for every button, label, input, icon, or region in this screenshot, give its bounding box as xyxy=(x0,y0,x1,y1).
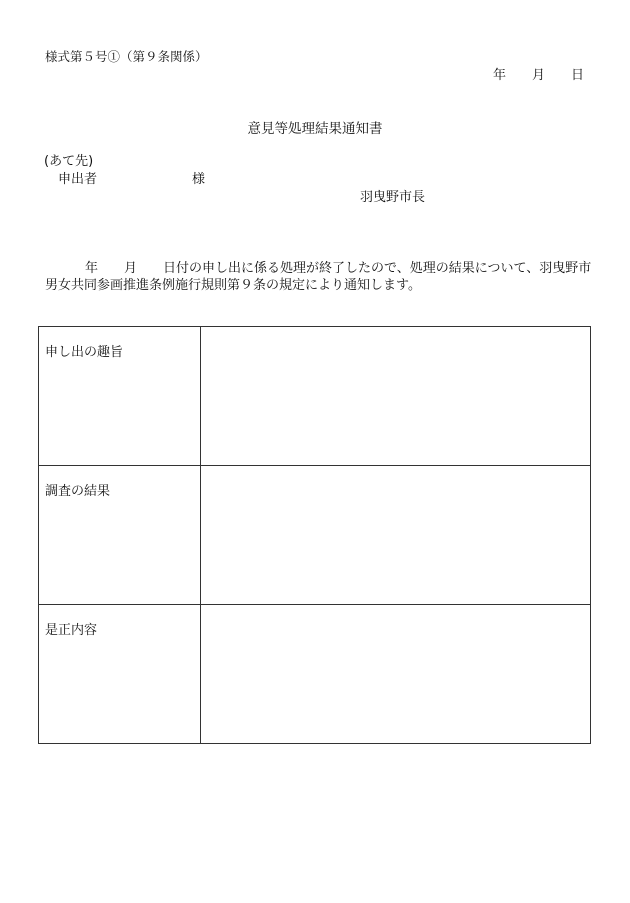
row-value-purpose xyxy=(201,327,591,466)
row-value-correction xyxy=(201,605,591,744)
table-row xyxy=(39,327,591,466)
row-label-correction: 是正内容 xyxy=(39,605,201,744)
row-label-purpose: 申し出の趣旨 xyxy=(39,327,201,466)
document-title: 意見等処理結果通知書 xyxy=(247,121,383,137)
body-year: 年 xyxy=(85,261,99,276)
body-text: 日付の申し出に係る処理が終了したので、処理の結果について、羽曳野市男女共同参画推進条例施行規則第９条の規定により通知します。 xyxy=(45,261,592,293)
notice-body xyxy=(45,260,597,294)
applicant-honorific: 様 xyxy=(192,172,206,187)
table-row xyxy=(39,466,591,605)
result-table xyxy=(38,326,591,744)
form-number: 様式第５号①（第９条関係） xyxy=(45,49,208,64)
issue-date xyxy=(493,68,584,84)
date-year: 年 xyxy=(493,68,507,83)
row-value-investigation xyxy=(201,466,591,605)
body-month: 月 xyxy=(124,261,138,276)
sender-mayor: 羽曳野市長 xyxy=(360,190,426,205)
table-row xyxy=(39,605,591,744)
row-label-investigation: 調査の結果 xyxy=(39,466,201,605)
date-day: 日 xyxy=(571,68,585,83)
addressee-label: (あて先) xyxy=(44,154,94,169)
applicant-label: 申出者 xyxy=(58,172,98,187)
date-month: 月 xyxy=(532,68,546,83)
